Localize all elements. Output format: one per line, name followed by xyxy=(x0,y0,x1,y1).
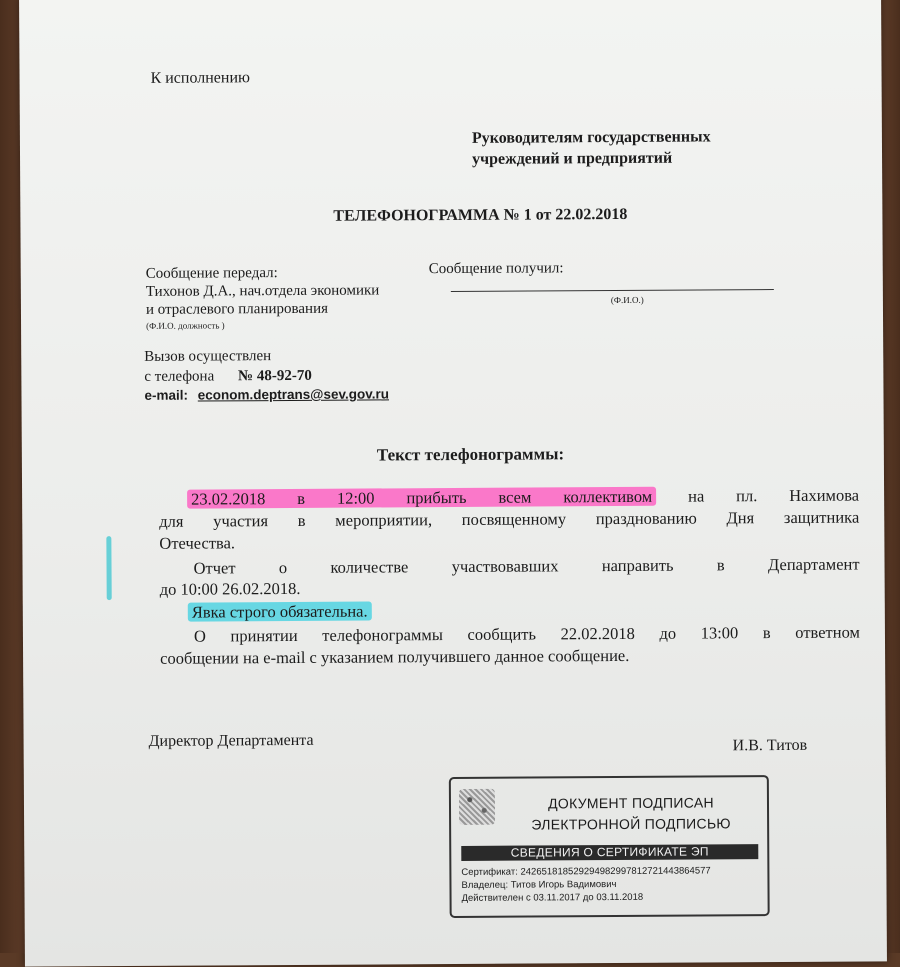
highlighted-instruction: 23.02.2018 в 12:00 прибыть всем коллективом xyxy=(187,487,656,509)
certificate-number: Сертификат: 242651818529294982997812721443864577 xyxy=(461,865,711,878)
document-page xyxy=(19,0,887,967)
phone-label: с телефона xyxy=(144,368,215,385)
email-link[interactable]: econom.deptrans@sev.gov.ru xyxy=(197,386,390,403)
sender-label: Сообщение передал: xyxy=(145,265,278,282)
certificate-owner: Владелец: Титов Игорь Вадимович xyxy=(461,879,617,891)
body-p4-line1: О принятии телефонограммы сообщить 22.02.2018 до 13:00 в ответном xyxy=(193,622,861,646)
phone-number: № 48-92-70 xyxy=(237,367,312,385)
emblem-icon xyxy=(459,789,495,825)
margin-marker xyxy=(106,536,111,600)
body-p1-line2: для участия в мероприятии, посвященному празднованию Дня защитника xyxy=(159,507,860,531)
text-heading: Текст телефонограммы: xyxy=(376,444,565,465)
sender-name: Тихонов Д.А., нач.отдела экономики xyxy=(145,282,380,300)
signature-position: Директор Департамента xyxy=(148,731,314,750)
receiver-signature-line xyxy=(451,289,774,292)
certificate-info-bar: СВЕДЕНИЯ О СЕРТИФИКАТЕ ЭП xyxy=(461,844,758,861)
receiver-caption: (Ф.И.О.) xyxy=(610,294,644,306)
stamp-line-2: ЭЛЕКТРОННОЙ ПОДПИСЬЮ xyxy=(531,815,731,833)
email-row xyxy=(144,386,389,402)
signature-name: И.В. Титов xyxy=(732,736,808,755)
body-p1-line3: Отечества. xyxy=(159,533,236,553)
electronic-signature-stamp xyxy=(449,775,770,918)
addressee-line-1: Руководителям государственных xyxy=(471,128,711,147)
sender-caption: (Ф.И.О. должность ) xyxy=(146,320,225,331)
certificate-validity: Действителен с 03.11.2017 до 03.11.2018 xyxy=(461,891,644,904)
sender-department: и отраслевого планирования xyxy=(145,300,329,318)
body-p2-line1: Отчет о количестве участвовавших направить в Департамент xyxy=(193,554,860,578)
resolution-note: К исполнению xyxy=(150,69,251,87)
addressee-line-2: учреждений и предприятий xyxy=(471,149,673,168)
body-p3 xyxy=(188,598,888,622)
body-p1-line1: 23.02.2018 в 12:00 прибыть всем коллективом на пл. Нахимова xyxy=(187,486,859,510)
stamp-line-1: ДОКУМЕНТ ПОДПИСАН xyxy=(548,794,714,812)
email-label: e-mail: xyxy=(144,387,189,403)
phone-row xyxy=(144,368,312,386)
document-title: ТЕЛЕФОНОГРАММА № 1 от 22.02.2018 xyxy=(333,205,628,225)
highlighted-mandatory: Явка строго обязательна. xyxy=(188,601,372,621)
call-label: Вызов осуществлен xyxy=(144,348,272,365)
body-p4-line2: сообщении на e-mail с указанием получившего данное сообщение. xyxy=(160,645,630,668)
body-p2-line2: до 10:00 26.02.2018. xyxy=(159,578,301,599)
receiver-label: Сообщение получил: xyxy=(428,260,564,278)
